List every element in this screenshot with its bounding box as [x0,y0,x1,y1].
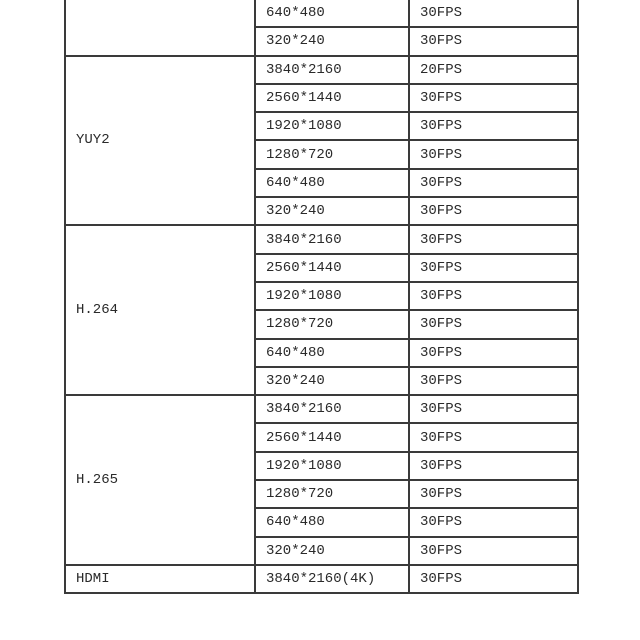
table-row [65,56,578,84]
resolution-cell: 2560*1440 [255,84,409,112]
resolution-cell: 3840*2160(4K) [255,565,409,593]
resolution-cell: 1280*720 [255,480,409,508]
resolution-cell: 320*240 [255,197,409,225]
fps-cell: 30FPS [409,0,578,27]
format-cell [65,0,255,56]
fps-cell: 30FPS [409,367,578,395]
fps-cell: 30FPS [409,84,578,112]
fps-cell: 30FPS [409,339,578,367]
fps-cell: 30FPS [409,254,578,282]
table-row [65,0,578,27]
fps-cell: 30FPS [409,452,578,480]
resolution-cell: 640*480 [255,508,409,536]
fps-cell: 30FPS [409,565,578,593]
fps-cell: 30FPS [409,27,578,55]
resolution-cell: 320*240 [255,367,409,395]
table-body [65,0,578,593]
format-cell: YUY2 [65,56,255,226]
resolution-cell: 1280*720 [255,310,409,338]
fps-cell: 20FPS [409,56,578,84]
fps-cell: 30FPS [409,197,578,225]
resolution-cell: 640*480 [255,169,409,197]
fps-cell: 30FPS [409,140,578,168]
fps-cell: 30FPS [409,169,578,197]
format-resolution-table [64,0,579,594]
table-row [65,225,578,253]
resolution-cell: 1920*1080 [255,112,409,140]
resolution-cell: 320*240 [255,27,409,55]
fps-cell: 30FPS [409,282,578,310]
resolution-cell: 640*480 [255,0,409,27]
resolution-cell: 3840*2160 [255,225,409,253]
resolution-cell: 2560*1440 [255,254,409,282]
resolution-cell: 3840*2160 [255,395,409,423]
format-cell: H.265 [65,395,255,565]
fps-cell: 30FPS [409,112,578,140]
fps-cell: 30FPS [409,480,578,508]
format-cell: H.264 [65,225,255,395]
fps-cell: 30FPS [409,225,578,253]
resolution-cell: 640*480 [255,339,409,367]
table-row [65,565,578,593]
resolution-cell: 1280*720 [255,140,409,168]
fps-cell: 30FPS [409,508,578,536]
fps-cell: 30FPS [409,395,578,423]
resolution-cell: 320*240 [255,537,409,565]
fps-cell: 30FPS [409,537,578,565]
resolution-cell: 1920*1080 [255,452,409,480]
fps-cell: 30FPS [409,423,578,451]
table-row [65,395,578,423]
format-cell: HDMI [65,565,255,593]
resolution-cell: 2560*1440 [255,423,409,451]
fps-cell: 30FPS [409,310,578,338]
resolution-cell: 3840*2160 [255,56,409,84]
resolution-cell: 1920*1080 [255,282,409,310]
